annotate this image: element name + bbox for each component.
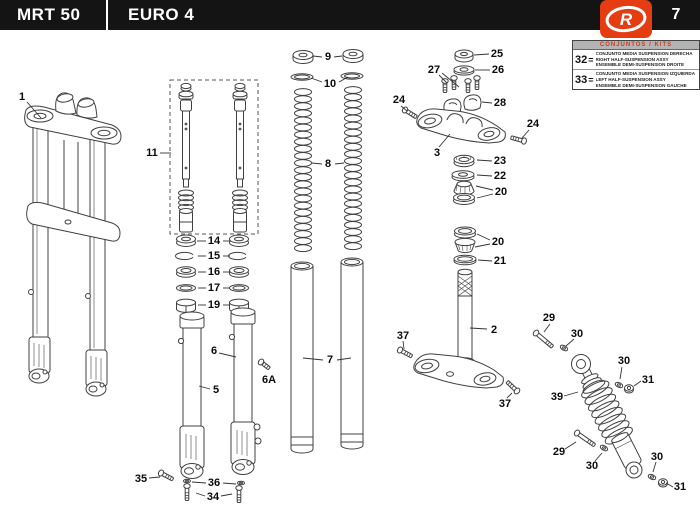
bolt-icon	[510, 134, 527, 144]
part-label-8: 8	[324, 158, 332, 170]
bolt-icon	[465, 79, 471, 93]
part-label-16: 16	[207, 266, 221, 278]
page-number: 7	[671, 6, 681, 23]
kits-legend	[572, 40, 700, 90]
part-label-6A: 6A	[261, 374, 277, 386]
part-label-6: 6	[210, 345, 218, 357]
part-label-30: 30	[585, 460, 599, 472]
rieju-logo	[600, 0, 652, 38]
part-label-27: 27	[427, 64, 441, 76]
bolt-icon	[474, 76, 480, 90]
kit-description: CONJUNTO MEDIA SUSPENSION DERECHA RIGHT HALF-SUSPENSION ASSY ENSEMBLE DEMI-SUSPENSION DROITE	[595, 51, 693, 68]
model-title: MRT 50	[17, 5, 81, 24]
lower-triple-clamp-drawing	[414, 269, 504, 388]
part-label-20: 20	[494, 186, 508, 198]
part-label-21: 21	[493, 255, 507, 267]
kit-number: 33	[575, 73, 588, 86]
part-label-19: 19	[207, 299, 221, 311]
part-label-24: 24	[392, 94, 406, 106]
part-label-7: 7	[326, 354, 334, 366]
legend-row-kit-32	[573, 50, 699, 69]
kit-description: CONJUNTO MEDIA SUSPENSION IZQUIERDA LEFT HALF-SUSPENSION ASSY ENSEMBLE DEMI-SUSPENSION GAUCHE	[595, 71, 696, 88]
part-label-37: 37	[396, 330, 410, 342]
part-label-31: 31	[641, 374, 655, 386]
part-label-22: 22	[493, 170, 507, 182]
part-label-29: 29	[542, 312, 556, 324]
bolt-icon	[236, 486, 242, 503]
part-label-29: 29	[552, 446, 566, 458]
part-label-15: 15	[207, 250, 221, 262]
bolt-icon	[505, 379, 521, 395]
bolt-icon	[157, 469, 174, 482]
part-label-37: 37	[498, 398, 512, 410]
part-label-5: 5	[212, 384, 220, 396]
part-label-30: 30	[617, 355, 631, 367]
part-label-25: 25	[490, 48, 504, 60]
part-label-35: 35	[134, 473, 148, 485]
upper-triple-clamp-drawing	[417, 109, 506, 143]
front-fork-assembly-drawing	[25, 93, 121, 396]
rear-shock-drawing	[570, 355, 648, 479]
part-label-26: 26	[491, 64, 505, 76]
part-label-11: 11	[146, 147, 158, 159]
bolt-drawings	[157, 73, 599, 503]
part-label-9: 9	[324, 51, 332, 63]
bolt-icon	[257, 358, 271, 371]
part-label-20: 20	[491, 236, 505, 248]
part-label-34: 34	[206, 491, 220, 503]
logo-letter: R	[619, 10, 633, 29]
bolt-icon	[532, 329, 554, 349]
part-label-2: 2	[490, 324, 498, 336]
steering-bearing-stack-drawing	[452, 155, 476, 265]
damper-rod-kit-drawing	[170, 80, 258, 234]
part-label-28: 28	[493, 97, 507, 109]
fork-leg-drawings	[178, 308, 261, 479]
part-label-17: 17	[207, 282, 221, 294]
part-label-10: 10	[323, 78, 337, 90]
part-label-24: 24	[526, 118, 540, 130]
emission-standard-title: EURO 4	[128, 5, 195, 24]
legend-row-kit-33	[573, 69, 699, 89]
part-label-30: 30	[650, 451, 664, 463]
bolt-icon	[184, 484, 190, 501]
bolt-icon	[573, 429, 596, 448]
part-label-23: 23	[493, 155, 507, 167]
bolt-icon	[396, 346, 413, 359]
part-label-36: 36	[207, 477, 221, 489]
part-label-1: 1	[18, 91, 26, 103]
equals-sign: =	[588, 74, 594, 85]
part-label-31: 31	[673, 481, 687, 493]
kit-number: 32	[575, 53, 588, 66]
part-label-30: 30	[570, 328, 584, 340]
equals-sign: =	[588, 54, 594, 65]
part-label-14: 14	[207, 235, 221, 247]
part-label-39: 39	[550, 391, 564, 403]
part-label-3: 3	[433, 147, 441, 159]
legend-title: CONJUNTOS / KITS	[573, 41, 699, 50]
